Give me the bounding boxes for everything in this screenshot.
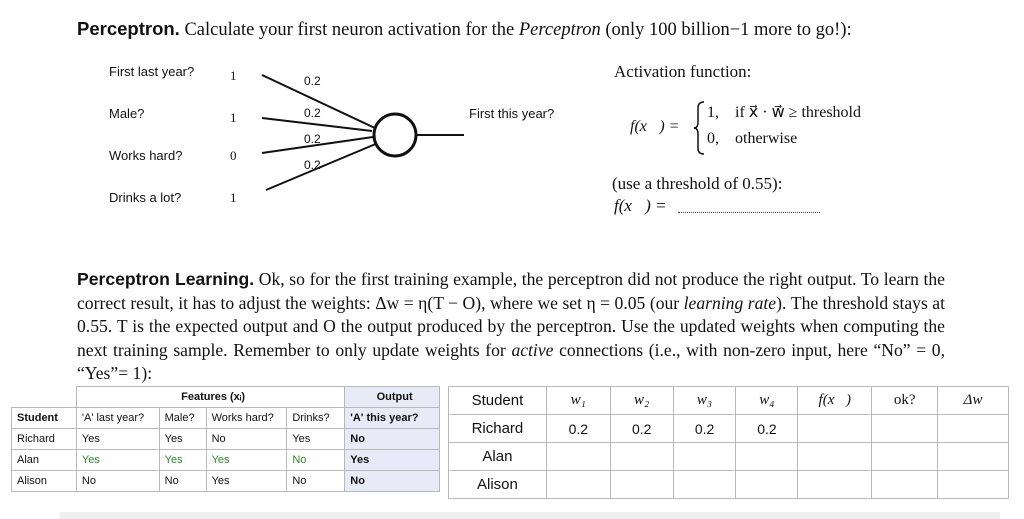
table-cell[interactable] (736, 471, 798, 499)
table-cell: No (345, 428, 440, 449)
table-cell: Yes (76, 449, 159, 470)
table-cell: Richard (12, 428, 77, 449)
table-cell: Yes (159, 428, 206, 449)
table-cell: Yes (159, 449, 206, 470)
table-cell: No (287, 449, 345, 470)
table-cell[interactable] (938, 415, 1009, 443)
column-header: w₄ (736, 387, 798, 415)
input-label-works-hard: Works hard? (109, 148, 183, 163)
table-cell[interactable] (610, 471, 673, 499)
learning-bold-title: Perceptron Learning. (77, 269, 255, 289)
header-text-after: (only 100 billion−1 more to go!): (600, 20, 852, 40)
answer-lhs: f(x⃗) = (614, 196, 667, 215)
case1-value: 1, (707, 104, 719, 121)
table-cell: No (345, 470, 440, 491)
column-header: Student (449, 387, 547, 415)
table-cell: No (287, 470, 345, 491)
column-header: Δw (938, 387, 1009, 415)
input-value-4: 1 (230, 190, 237, 205)
table-cell[interactable]: 0.2 (610, 415, 673, 443)
table-cell: Yes (287, 428, 345, 449)
table-cell[interactable]: 0.2 (736, 415, 798, 443)
table-row (12, 470, 440, 491)
header-italic-word: Perceptron (518, 20, 601, 40)
learning-text-2: ). The threshold stays at 0.55. T is the expected output and O the output produced by the perceptron. Use the updated weights when computing the next training sample. Remember to only update weights for (77, 292, 946, 360)
input-label-male: Male? (109, 106, 145, 121)
column-header: w₁ (546, 387, 610, 415)
input-value-1: 1 (230, 68, 237, 83)
learning-text-1: Ok, so for the first training example, the perceptron did not produce the right output. To learn the correct result, it has to adjust the weights: Δw = η(T − O), where we set η = 0.05 (our (77, 269, 945, 313)
table-row (449, 443, 1009, 471)
table-cell[interactable]: 0.2 (673, 415, 736, 443)
calculation-table (448, 386, 1009, 499)
learning-italic-1: learning rate (683, 292, 777, 313)
table-cell[interactable] (798, 443, 872, 471)
table-cell: Alan (12, 449, 77, 470)
table-cell: No (76, 470, 159, 491)
table-cell[interactable] (872, 415, 938, 443)
table-cell: No (206, 428, 287, 449)
activation-case-1 (707, 102, 861, 122)
table-cell: Alan (449, 443, 547, 471)
weight-label-4: 0.2 (304, 158, 321, 172)
activation-case-2 (707, 130, 797, 148)
table-cell: Alison (12, 470, 77, 491)
table-cell[interactable] (938, 471, 1009, 499)
learning-paragraph (77, 268, 945, 386)
features-header: Features (xᵢ) (76, 387, 344, 408)
column-header: Student (12, 407, 77, 428)
table-cell[interactable] (872, 443, 938, 471)
column-header: ok? (872, 387, 938, 415)
column-header: 'A' this year? (345, 407, 440, 428)
activation-title: Activation function: (614, 62, 752, 81)
table-cell[interactable] (673, 471, 736, 499)
table-cell[interactable] (546, 443, 610, 471)
column-header: Works hard? (206, 407, 287, 428)
table-cell[interactable] (610, 443, 673, 471)
column-header: w₃ (673, 387, 736, 415)
features-table (11, 386, 440, 492)
table-cell: Richard (449, 415, 547, 443)
output-label: First this year? (469, 106, 555, 121)
weight-label-2: 0.2 (304, 106, 321, 120)
table-cell: Yes (345, 449, 440, 470)
weight-label-1: 0.2 (304, 74, 321, 88)
header-text-before: Calculate your first neuron activation for the (184, 20, 519, 40)
input-value-3: 0 (230, 148, 237, 163)
column-header: Drinks? (287, 407, 345, 428)
learning-text-3: connections (i.e., with non-zero input, here “No” = 0, “Yes”= 1): (77, 339, 945, 384)
table-cell: Yes (76, 428, 159, 449)
left-brace (693, 100, 707, 156)
table-cell[interactable] (798, 415, 872, 443)
table-cell[interactable]: 0.2 (546, 415, 610, 443)
table-cell[interactable] (546, 471, 610, 499)
table-cell[interactable] (798, 471, 872, 499)
table-cell[interactable] (673, 443, 736, 471)
threshold-note: (use a threshold of 0.55): (612, 174, 783, 193)
column-header: 'A' last year? (76, 407, 159, 428)
header-bold-title: Perceptron. (77, 18, 180, 39)
table-row (449, 471, 1009, 499)
case1-condition: if x⃗ · w⃗ ≥ threshold (735, 104, 861, 121)
table-cell[interactable] (938, 443, 1009, 471)
weight-label-3: 0.2 (304, 132, 321, 146)
case2-condition: otherwise (735, 130, 798, 147)
empty-corner (12, 387, 77, 408)
table-row (12, 449, 440, 470)
input-label-first-last-year: First last year? (109, 64, 195, 79)
table-cell: Alison (449, 471, 547, 499)
table-cell[interactable] (736, 443, 798, 471)
neuron-node (374, 114, 416, 156)
output-header: Output (345, 387, 440, 408)
column-header: w₂ (610, 387, 673, 415)
table-cell: No (159, 470, 206, 491)
answer-blank[interactable] (678, 212, 820, 213)
table-cell: Yes (206, 449, 287, 470)
learning-italic-2: active (511, 339, 554, 360)
column-header: f(x⃗) (798, 387, 872, 415)
table-cell[interactable] (872, 471, 938, 499)
column-header: Male? (159, 407, 206, 428)
bottom-scroll-bar (60, 512, 1000, 519)
case2-value: 0, (707, 130, 719, 147)
table-row (12, 428, 440, 449)
activation-lhs: f(x⃗) = (630, 118, 680, 135)
table-row (449, 415, 1009, 443)
table-cell: Yes (206, 470, 287, 491)
input-label-drinks: Drinks a lot? (109, 190, 182, 205)
input-value-2: 1 (230, 110, 237, 125)
